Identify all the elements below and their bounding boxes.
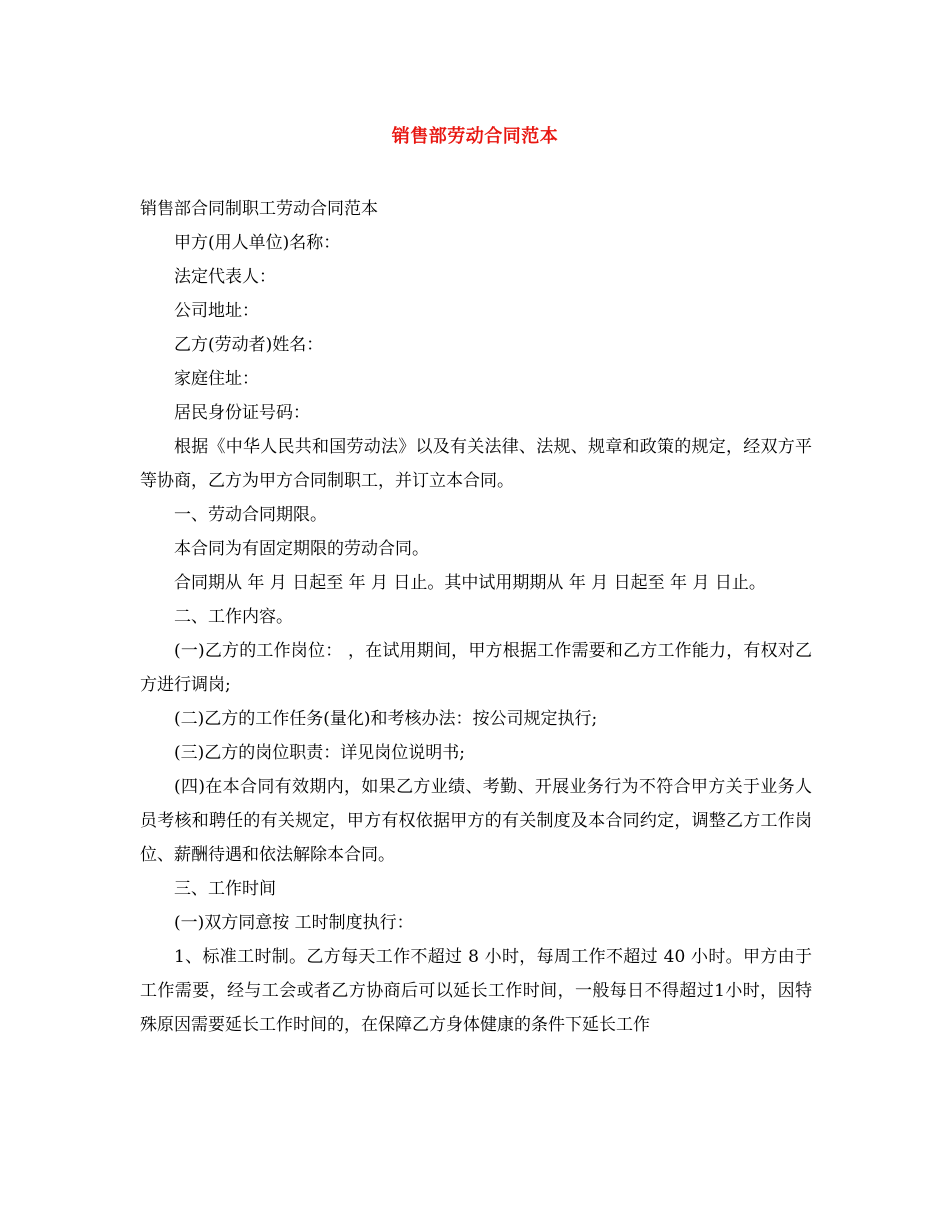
paragraph: 合同期从 年 月 日起至 年 月 日止。其中试用期期从 年 月 日起至 年 月 日止。	[174, 573, 766, 593]
paragraph: (一)双方同意按 工时制度执行：	[174, 913, 414, 933]
paragraph: (三)乙方的岗位职责：详见岗位说明书;	[174, 743, 465, 763]
paragraph: 根据《中华人民共和国劳动法》以及有关法律、法规、规章和政策的规定，经双方平等协商，乙方为甲方合同制职工，并订立本合同。	[140, 437, 812, 491]
paragraph: 居民身份证号码：	[174, 403, 310, 423]
paragraph: 乙方(劳动者)姓名：	[174, 335, 324, 355]
paragraph: 公司地址：	[174, 301, 259, 321]
document-title: 销售部劳动合同范本	[391, 126, 559, 147]
paragraph: 本合同为有固定期限的劳动合同。	[174, 539, 429, 559]
paragraph: (二)乙方的工作任务(量化)和考核办法：按公司规定执行;	[174, 709, 598, 729]
paragraph: 销售部合同制职工劳动合同范本	[140, 199, 378, 219]
paragraph: 二、工作内容。	[174, 607, 293, 627]
paragraph: 法定代表人：	[174, 267, 276, 287]
paragraph: 1、标准工时制。乙方每天工作不超过 8 小时，每周工作不超过 40 小时。甲方由于工作需要，经与工会或者乙方协商后可以延长工作时间，一般每日不得超过1小时，因特殊原因需要延长工作时间的，在保障乙方身体健康的条件下延长工作	[140, 947, 812, 1035]
paragraph: (四)在本合同有效期内，如果乙方业绩、考勤、开展业务行为不符合甲方关于业务人员考核和聘任的有关规定，甲方有权依据甲方的有关制度及本合同约定，调整乙方工作岗位、薪酬待遇和依法解除本合同。	[140, 777, 812, 865]
paragraph: (一)乙方的工作岗位： ，在试用期间，甲方根据工作需要和乙方工作能力，有权对乙方进行调岗;	[140, 641, 812, 695]
paragraph: 三、工作时间	[174, 879, 276, 899]
paragraph: 家庭住址：	[174, 369, 259, 389]
document-body	[140, 192, 812, 1042]
paragraph: 一、劳动合同期限。	[174, 505, 327, 525]
paragraph: 甲方(用人单位)名称：	[174, 233, 341, 253]
